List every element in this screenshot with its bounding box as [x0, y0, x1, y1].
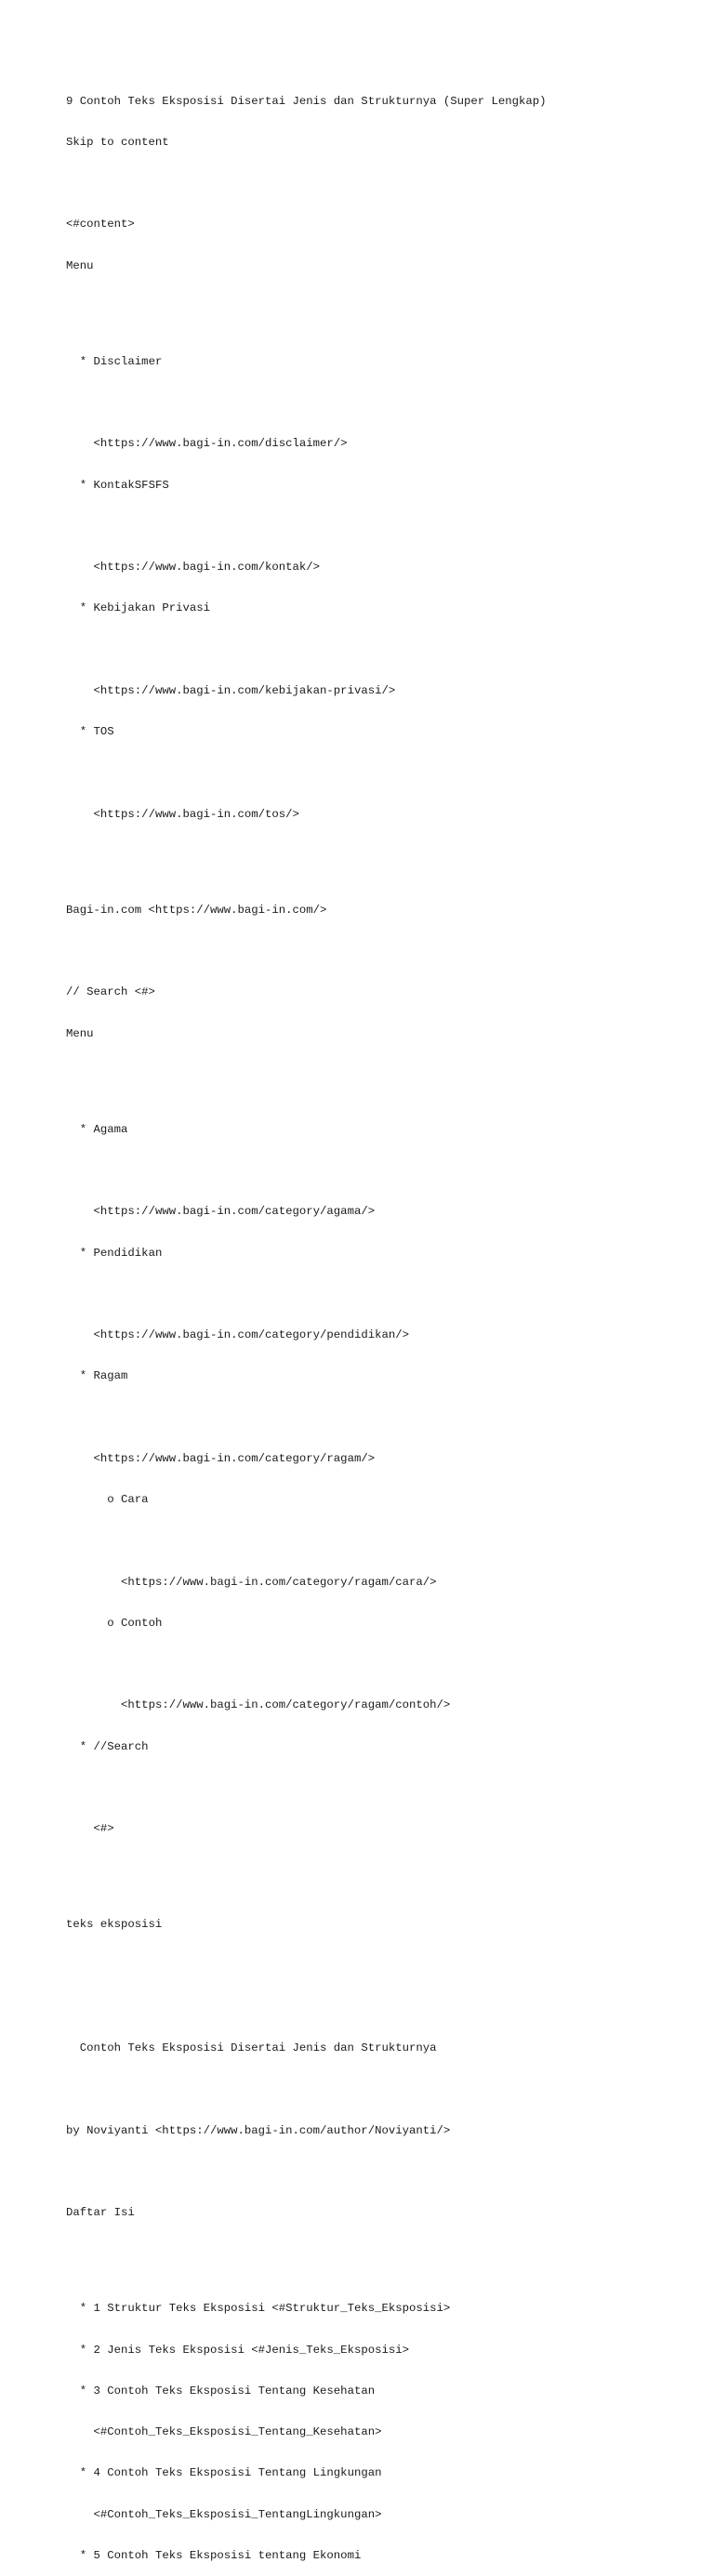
toc-item[interactable]: * 2 Jenis Teks Eksposisi <#Jenis_Teks_Eksposisi>	[79, 2343, 409, 2357]
toc-item-anchor[interactable]: <#Contoh_Teks_Eksposisi_TentangLingkungan>	[93, 2507, 382, 2521]
document-page	[66, 67, 698, 2576]
menu-item-kontak[interactable]: * KontakSFSFS	[79, 478, 169, 492]
menu-url-kebijakan-privasi[interactable]: <https://www.bagi-in.com/kebijakan-privasi/>	[93, 683, 396, 697]
author-byline[interactable]: by Noviyanti <https://www.bagi-in.com/author/Noviyanti/>	[66, 2123, 451, 2137]
category-item-search[interactable]: * //Search	[79, 1739, 149, 1753]
category-url-agama[interactable]: <https://www.bagi-in.com/category/agama/>	[93, 1205, 376, 1219]
menu-item-tos[interactable]: * TOS	[79, 725, 114, 738]
menu-heading: Menu	[66, 258, 94, 272]
toc-item-anchor[interactable]: <#Contoh_Teks_Eksposisi_Tentang_Kesehatan>	[93, 2425, 382, 2438]
menu-item-disclaimer[interactable]: * Disclaimer	[79, 354, 163, 368]
menu-url-disclaimer[interactable]: <https://www.bagi-in.com/disclaimer/>	[93, 437, 348, 451]
category-item-agama[interactable]: * Agama	[79, 1122, 128, 1136]
subcategory-item-cara[interactable]: o Cara	[107, 1493, 149, 1506]
category-url-pendidikan[interactable]: <https://www.bagi-in.com/category/pendidikan/>	[93, 1328, 409, 1341]
image-alt-text: teks eksposisi	[66, 1918, 163, 1932]
category-menu-heading: Menu	[66, 1026, 94, 1040]
toc-item[interactable]: * 5 Contoh Teks Eksposisi tentang Ekonomi	[79, 2548, 362, 2562]
search-link[interactable]: // Search <#>	[66, 985, 155, 999]
menu-url-kontak[interactable]: <https://www.bagi-in.com/kontak/>	[93, 561, 321, 574]
subcategory-url-cara[interactable]: <https://www.bagi-in.com/category/ragam/cara/>	[121, 1575, 437, 1589]
toc-item[interactable]: * 3 Contoh Teks Eksposisi Tentang Kesehatan	[79, 2384, 376, 2398]
skip-to-content-link[interactable]: Skip to content	[66, 135, 169, 149]
category-item-pendidikan[interactable]: * Pendidikan	[79, 1246, 163, 1260]
subcategory-item-contoh[interactable]: o Contoh	[107, 1616, 163, 1630]
category-item-ragam[interactable]: * Ragam	[79, 1369, 128, 1383]
toc-item[interactable]: * 1 Struktur Teks Eksposisi <#Struktur_Teks_Eksposisi>	[79, 2302, 451, 2316]
article-title: Contoh Teks Eksposisi Disertai Jenis dan Strukturnya	[79, 2041, 437, 2054]
toc-heading: Daftar Isi	[66, 2206, 135, 2219]
menu-item-kebijakan-privasi[interactable]: * Kebijakan Privasi	[79, 601, 210, 615]
content-anchor[interactable]: <#content>	[66, 218, 135, 231]
category-url-search[interactable]: <#>	[93, 1822, 114, 1835]
category-url-ragam[interactable]: <https://www.bagi-in.com/category/ragam/>	[93, 1451, 376, 1465]
document-title: 9 Contoh Teks Eksposisi Disertai Jenis dan Strukturnya (Super Lengkap)	[66, 94, 547, 108]
subcategory-url-contoh[interactable]: <https://www.bagi-in.com/category/ragam/contoh/>	[121, 1698, 451, 1712]
toc-item[interactable]: * 4 Contoh Teks Eksposisi Tentang Lingkungan	[79, 2466, 382, 2480]
menu-url-tos[interactable]: <https://www.bagi-in.com/tos/>	[93, 807, 299, 821]
site-link[interactable]: Bagi-in.com <https://www.bagi-in.com/>	[66, 903, 327, 917]
